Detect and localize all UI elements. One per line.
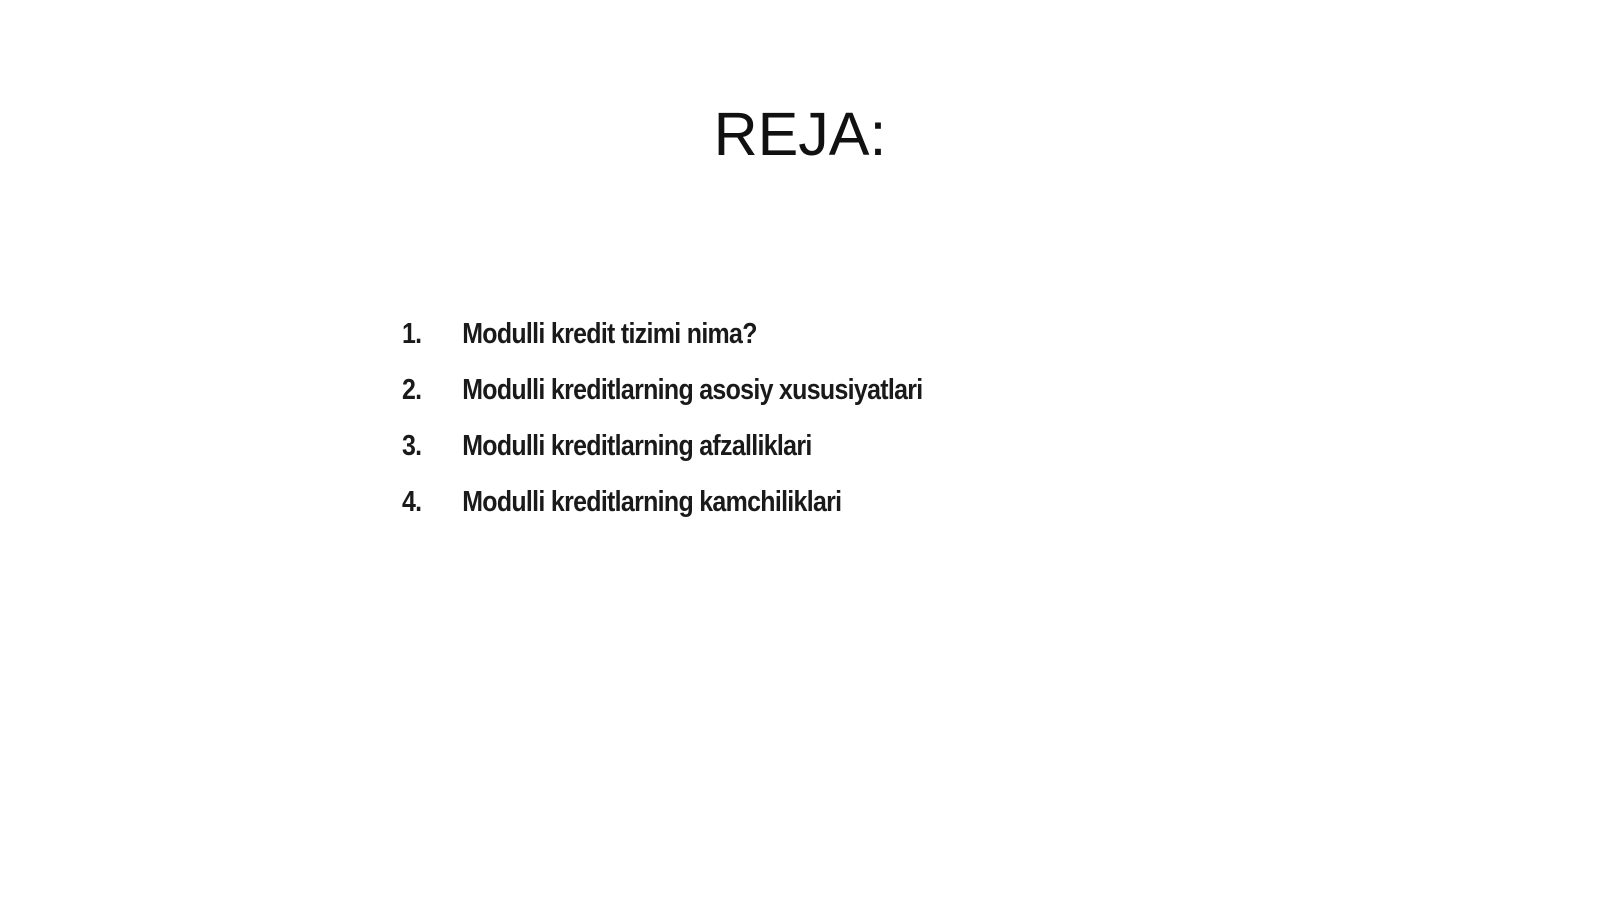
slide-title: REJA: — [713, 100, 887, 168]
list-item — [402, 374, 923, 430]
list-item-text: Modulli kredit tizimi nima? — [462, 318, 757, 350]
list-item-number: 3. — [402, 430, 422, 462]
list-item-text: Modulli kreditlarning asosiy xususiyatlari — [462, 374, 923, 406]
list-item-number: 4. — [402, 486, 422, 518]
list-item-number: 1. — [402, 318, 422, 350]
list-item — [402, 430, 923, 486]
list-item-number: 2. — [402, 374, 422, 406]
list-item — [402, 486, 923, 542]
list-item-text: Modulli kreditlarning kamchiliklari — [462, 486, 842, 518]
list-item-text: Modulli kreditlarning afzalliklari — [462, 430, 812, 462]
list-item — [402, 318, 923, 374]
plan-list — [402, 318, 1007, 542]
